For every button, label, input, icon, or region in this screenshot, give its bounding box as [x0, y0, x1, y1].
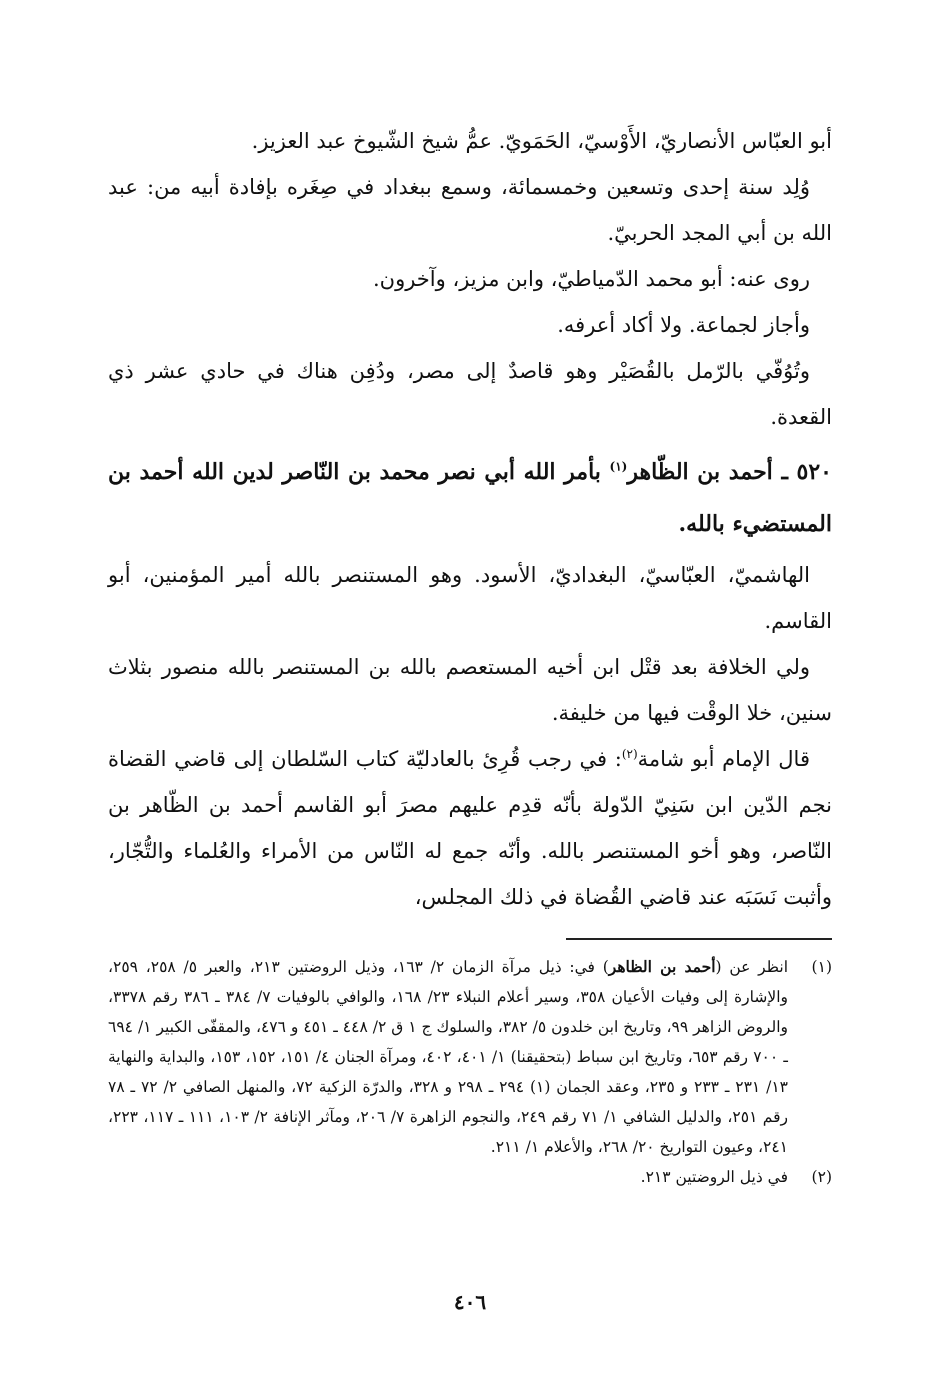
- footnote-2-body: في ذيل الروضتين ٢١٣.: [640, 1168, 788, 1186]
- page-number: ٤٠٦: [453, 1290, 487, 1314]
- paragraph-6: [108, 552, 832, 644]
- footnote-1-lead: انظر عن (: [715, 958, 789, 976]
- paragraph-1-text: أبو العبّاس الأنصاريّ، الأَوْسيّ، الحَمَويّ. عمُّ شيخ الشّيوخ عبد العزيز.: [251, 129, 832, 153]
- footnote-ref-2[interactable]: (٢): [621, 747, 638, 761]
- paragraph-8-rest: : في رجب قُرِئ بالعادليّة كتاب السّلطان إلى قاضي القضاة نجم الدّين ابن سَنِيّ الدّولة بأنّه قدِم عليهم مصرَ أبو القاسم أحمد بن الظّاهر بن النّاصر، وهو أخو المستنصر بالله. وأنّه جمع له النّاس من الأمراء والعُلماء والتُّجّار، وأثبت نَسَبَه عند قاضي القُضاة في ذلك المجلس،: [108, 747, 832, 909]
- footnote-separator: [566, 938, 832, 940]
- footnotes: [108, 952, 832, 1192]
- footnote-1-body: ) في: ذيل مرآة الزمان ٢/ ١٦٣، وذيل الروضتين ٢١٣، والعبر ٥/ ٢٥٨، ٢٥٩، والإشارة إلى وفيات الأعيان ٣٥٨، وسير أعلام النبلاء ٢٣/ ١٦٨، والوافي بالوفيات ٧/ ٣٨٤ ـ ٣٨٦ رقم ٣٣٧٨، والروض الزاهر ٩٩، وتاريخ ابن خلدون ٥/ ٣٨٢، والسلوك ج ١ ق ٢/ ٤٤٨ ـ ٤٥١ و ٤٧٦، والمقفّى الكبير ١/ ٦٩٤ ـ ٧٠٠ رقم ٦٥٣، وتاريخ ابن سباط (بتحقيقنا) ١/ ٤٠١، ٤٠٢، ومرآة الجنان ٤/ ١٥١، ١٥٢، ١٥٣، والبداية والنهاية ١٣/ ٢٣١ ـ ٢٣٣ و ٢٣٥، وعقد الجمان (١) ٢٩٤ ـ ٢٩٨ و ٣٢٨، والدرّة الزكية ٧٢، والمنهل الصافي ٢/ ٧٢ ـ ٧٨ رقم ٢٥١، والدليل الشافي ١/ ٧١ رقم ٢٤٩، والنجوم الزاهرة ٧/ ٢٠٦، ومآثر الإنافة ٢/ ١٠٣، ١١١ ـ ١١٧، ٢٢٣، ٢٤١، وعيون التواريخ ٢٠/ ٢٦٨، والأعلام ١/ ٢١١.: [108, 958, 789, 1156]
- main-text: [108, 118, 832, 920]
- paragraph-5-text: وتُوُفّي بالرّمل بالقُصَيْر وهو قاصدٌ إلى مصر، ودُفِن هناك في حادي عشر ذي القعدة.: [108, 359, 832, 429]
- paragraph-4: [108, 302, 832, 348]
- entry-number: ٥٢٠ ـ: [781, 459, 832, 485]
- paragraph-8-start: قال الإمام أبو شامة: [637, 747, 810, 771]
- footnote-2-text: [108, 1162, 788, 1192]
- entry-heading: [108, 446, 832, 550]
- paragraph-6-text: الهاشميّ، العبّاسيّ، البغداديّ، الأسود. وهو المستنصر بالله أمير المؤمنين، أبو القاسم.: [108, 563, 832, 633]
- paragraph-2: [108, 164, 832, 256]
- paragraph-3: [108, 256, 832, 302]
- entry-name-rest: بأمر الله أبي نصر محمد بن النّاصر لدين الله أحمد بن المستضيء بالله.: [108, 459, 832, 537]
- footnote-1: [108, 952, 832, 1162]
- footnote-1-bold: أحمد بن الظاهر: [608, 957, 716, 976]
- footnote-ref-1[interactable]: (١): [609, 459, 628, 474]
- paragraph-7: [108, 644, 832, 736]
- paragraph-3-text: روى عنه: أبو محمد الدّمياطيّ، وابن مزيز، وآخرون.: [372, 267, 810, 291]
- footnote-2: [108, 1162, 832, 1192]
- paragraph-7-text: ولي الخلافة بعد قتْل ابن أخيه المستعصم بالله بن المستنصر بالله منصور بثلاث سنين، خلا الوقْت فيها من خليفة.: [108, 655, 832, 725]
- paragraph-8: [108, 736, 832, 920]
- footnote-2-number: (٢): [811, 1168, 832, 1186]
- footnote-1-number: (١): [811, 958, 832, 976]
- paragraph-1: [108, 118, 832, 164]
- paragraph-2-text: وُلِد سنة إحدى وتسعين وخمسمائة، وسمع ببغداد في صِغَره بإفادة أبيه من: عبد الله بن أبي المجد الحربيّ.: [108, 175, 832, 245]
- paragraph-5: [108, 348, 832, 440]
- paragraph-4-text: وأجاز لجماعة. ولا أكاد أعرفه.: [557, 313, 810, 337]
- footnote-1-text: [108, 952, 788, 1162]
- entry-name: أحمد بن الظّاهر: [627, 459, 773, 485]
